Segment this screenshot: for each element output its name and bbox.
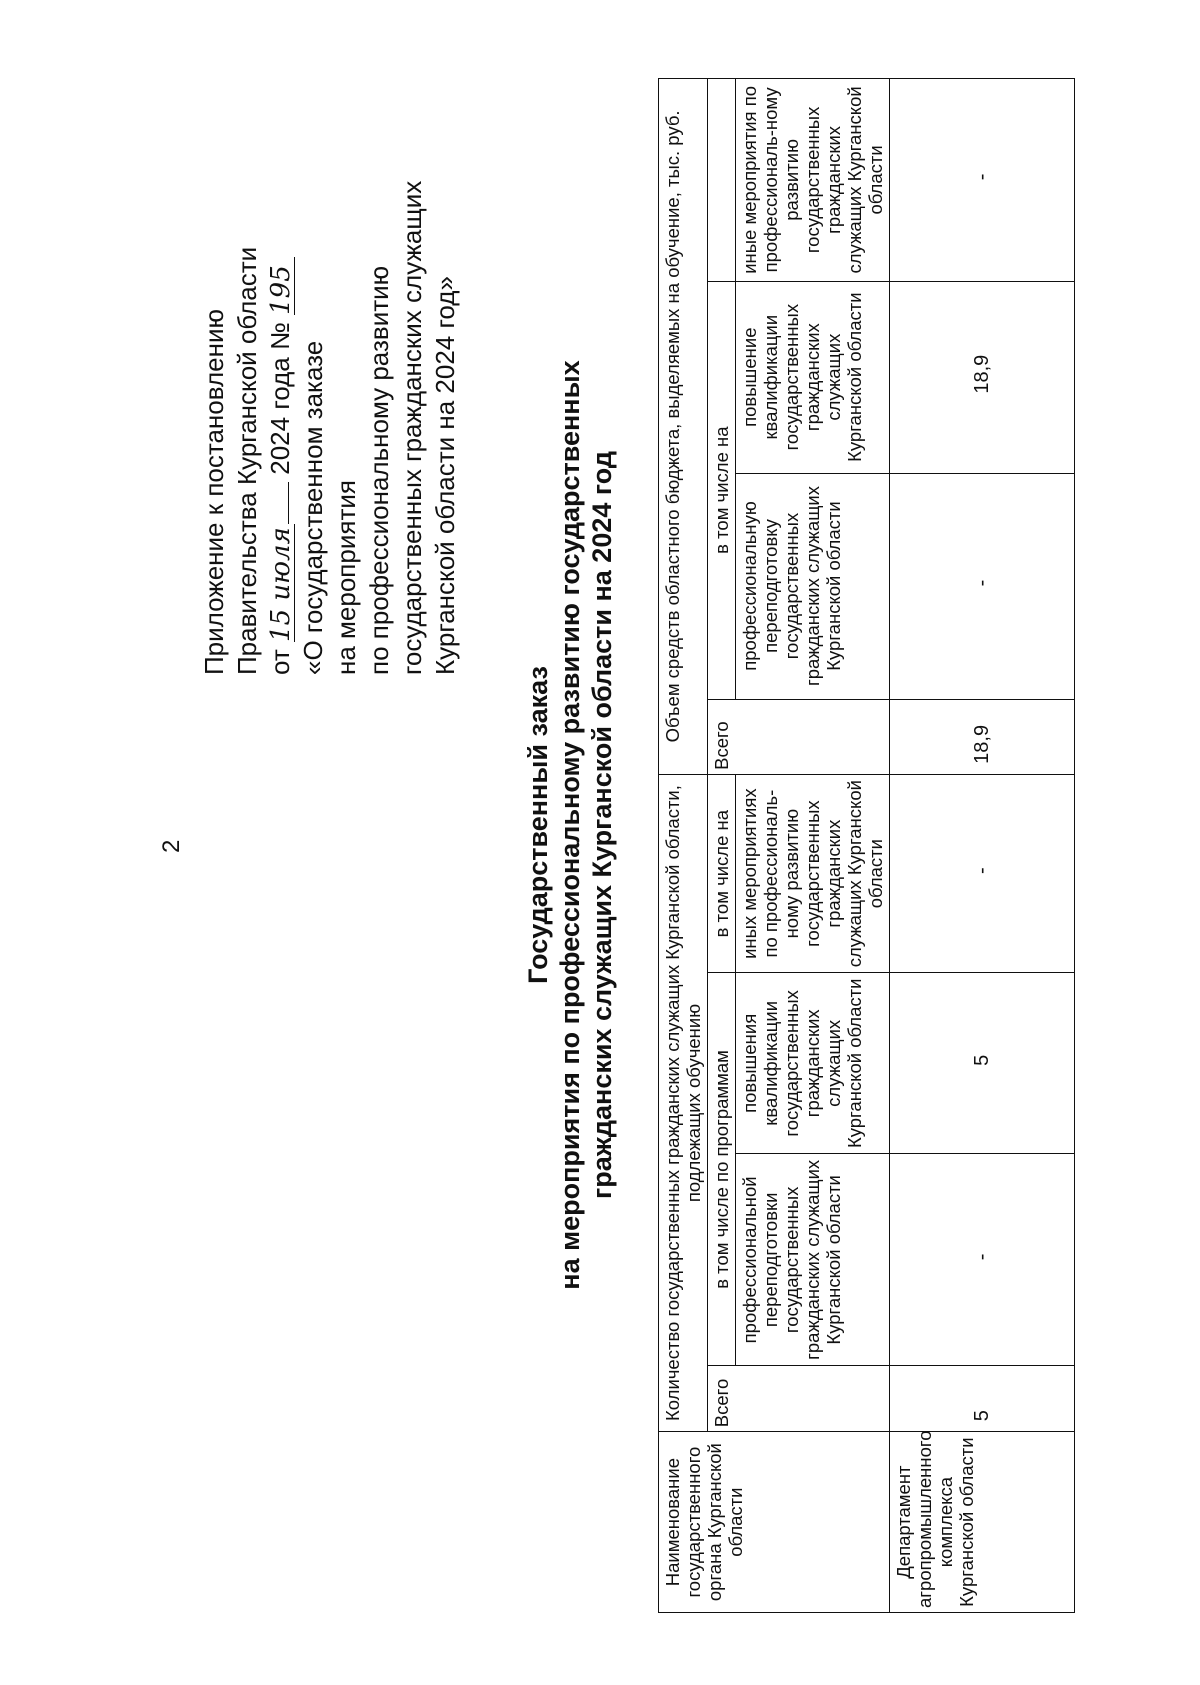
- header-count-programs: в том числе по программам: [708, 973, 736, 1366]
- appendix-line: государственных гражданских служащих: [397, 180, 427, 675]
- cell-count-qualification: 5: [890, 973, 1075, 1154]
- appendix-line: Курганской области на 2024 год»: [430, 276, 460, 675]
- appendix-line: «О государственном заказе: [298, 340, 328, 675]
- handwritten-date: 15 июля: [268, 524, 295, 642]
- page-number: 2: [158, 839, 185, 853]
- header-budget-group: Объем средств областного бюджета, выделяемых на обучение, тыс. руб.: [659, 79, 708, 775]
- appendix-date-line: [264, 65, 297, 675]
- header-count-other: иных мероприятиях по профессиональ-ному развитию государственных гражданских служащих Курганской области: [736, 774, 890, 973]
- table-row: [890, 79, 1075, 1613]
- state-order-table: [658, 78, 1075, 1613]
- header-budget-total: Всего: [708, 699, 890, 774]
- document-title: [522, 85, 618, 1565]
- title-line: на мероприятия по профессиональному развитию государственных: [555, 360, 585, 1290]
- appendix-line: Правительства Курганской области: [232, 246, 262, 675]
- cell-budget-retraining: -: [890, 473, 1075, 699]
- header-count-other-group: в том числе на: [708, 774, 736, 973]
- title-line: Государственный заказ: [523, 666, 553, 984]
- date-prefix: от: [265, 649, 295, 675]
- header-budget-blank: [708, 79, 736, 282]
- fill-line: [264, 482, 289, 524]
- appendix-block: [198, 65, 462, 675]
- appendix-line: на мероприятия: [331, 480, 361, 675]
- appendix-line: Приложение к постановлению: [199, 309, 229, 675]
- header-budget-retraining: профессиональную переподготовку государственных гражданских служащих Курганской области: [736, 473, 890, 699]
- header-org-name: Наименование государственного органа Курганской области: [659, 1432, 890, 1613]
- appendix-line: по профессиональному развитию: [364, 265, 394, 675]
- cell-budget-total: 18,9: [890, 699, 1075, 774]
- title-line: гражданских служащих Курганской области на 2024 год: [587, 450, 617, 1200]
- header-count-total: Всего: [708, 1366, 890, 1432]
- cell-budget-qualification: 18,9: [890, 281, 1075, 473]
- header-count-qualification: повышения квалификации государственных гражданских служащих Курганской области: [736, 973, 890, 1154]
- handwritten-number: 195: [268, 257, 295, 315]
- cell-count-other: -: [890, 774, 1075, 973]
- header-budget-qualification: повышение квалификации государственных гражданских служащих Курганской области: [736, 281, 890, 473]
- cell-count-total: 5: [890, 1366, 1075, 1432]
- header-count-group: Количество государственных гражданских служащих Курганской области, подлежащих обучению: [659, 774, 708, 1431]
- cell-count-retraining: -: [890, 1154, 1075, 1366]
- cell-org-name: Департамент агропромышленного комплекса Курганской области: [890, 1432, 1075, 1613]
- date-year: 2024 года №: [265, 322, 295, 475]
- cell-budget-other: -: [890, 79, 1075, 282]
- header-budget-other: иные мероприятия по профессиональ-ному развитию государственных гражданских служащих Курганской области: [736, 79, 890, 282]
- header-count-retraining: профессиональной переподготовки государственных гражданских служащих Курганской области: [736, 1154, 890, 1366]
- header-budget-including: в том числе на: [708, 281, 736, 699]
